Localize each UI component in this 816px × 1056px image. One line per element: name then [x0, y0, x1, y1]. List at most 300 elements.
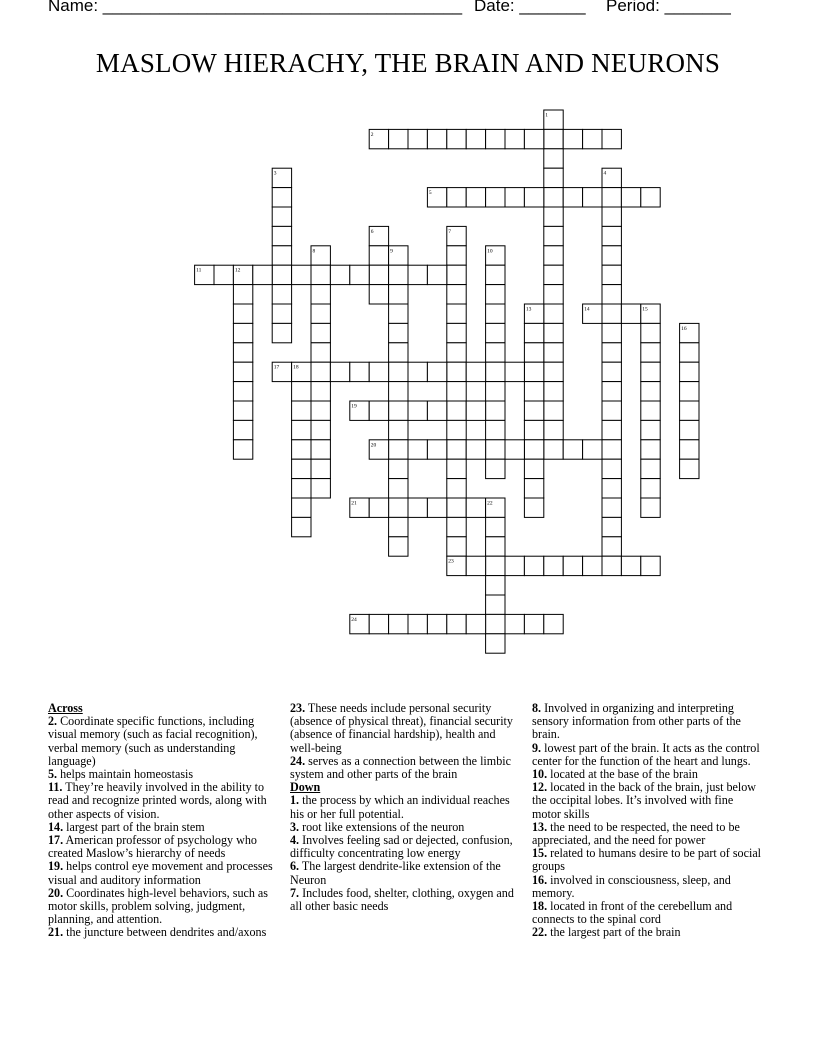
cell-number: 9: [390, 248, 393, 255]
grid-cell[interactable]: [544, 265, 563, 284]
grid-cell[interactable]: [369, 614, 388, 633]
across-heading: Across: [48, 701, 83, 715]
grid-cell[interactable]: [602, 382, 621, 401]
grid-cell[interactable]: [466, 498, 485, 517]
grid-cell[interactable]: [447, 498, 466, 517]
grid-cell[interactable]: [544, 207, 563, 226]
grid-cell[interactable]: [427, 440, 446, 459]
grid-cell[interactable]: [427, 129, 446, 148]
cell-number: 11: [196, 267, 202, 274]
grid-cell[interactable]: [292, 498, 311, 517]
grid-cell[interactable]: [427, 401, 446, 420]
grid-cell[interactable]: [466, 362, 485, 381]
clue-item: [532, 926, 762, 939]
grid-cell[interactable]: [427, 614, 446, 633]
grid-cell[interactable]: [311, 265, 330, 284]
grid-cell[interactable]: [272, 226, 291, 245]
grid-cell[interactable]: [486, 129, 505, 148]
grid-cell[interactable]: [427, 362, 446, 381]
grid-cell[interactable]: [447, 382, 466, 401]
clue-number: 23.: [290, 701, 306, 715]
grid-cell[interactable]: [447, 440, 466, 459]
grid-cell[interactable]: [389, 537, 408, 556]
clue-text: lowest part of the brain. It acts as the control center for the function of the heart and lungs.: [532, 740, 760, 768]
grid-cell[interactable]: [641, 401, 660, 420]
grid-cell[interactable]: [486, 265, 505, 284]
clue-text: root like extensions of the neuron: [299, 819, 465, 834]
clue-text: the need to be respected, the need to be appreciated, and the need for power: [532, 819, 740, 848]
grid-cell[interactable]: [389, 614, 408, 633]
grid-cell[interactable]: [524, 440, 543, 459]
grid-cell[interactable]: [486, 188, 505, 207]
grid-cell[interactable]: [583, 188, 602, 207]
grid-cell[interactable]: [641, 459, 660, 478]
grid-cell[interactable]: [233, 420, 252, 439]
grid-cell[interactable]: [641, 323, 660, 342]
grid-cell[interactable]: [680, 382, 699, 401]
grid-cell[interactable]: [447, 343, 466, 362]
cell-number: 1: [545, 112, 549, 119]
clue-number: 24.: [290, 753, 306, 768]
clue-item: [532, 847, 762, 873]
grid-cell[interactable]: [486, 556, 505, 575]
grid-cell[interactable]: [544, 382, 563, 401]
grid-cell[interactable]: [544, 556, 563, 575]
grid-cell[interactable]: [389, 517, 408, 536]
grid-cell[interactable]: [447, 537, 466, 556]
grid-cell[interactable]: [447, 129, 466, 148]
grid-cell[interactable]: [505, 440, 524, 459]
grid-cell[interactable]: [408, 129, 427, 148]
grid-cell[interactable]: [602, 343, 621, 362]
grid-cell[interactable]: [389, 362, 408, 381]
grid-cell[interactable]: [602, 537, 621, 556]
grid-cell[interactable]: [272, 188, 291, 207]
clue-number: 10.: [532, 767, 548, 782]
grid-cell[interactable]: [602, 226, 621, 245]
grid-cell[interactable]: [602, 129, 621, 148]
grid-cell[interactable]: [524, 362, 543, 381]
cell-number: 13: [525, 306, 532, 313]
grid-cell[interactable]: [466, 440, 485, 459]
grid-cell[interactable]: [524, 323, 543, 342]
grid-cell[interactable]: [272, 323, 291, 342]
grid-cell[interactable]: [311, 420, 330, 439]
grid-cell[interactable]: [389, 479, 408, 498]
grid-cell[interactable]: [602, 207, 621, 226]
grid-cell[interactable]: [524, 498, 543, 517]
grid-cell[interactable]: [486, 420, 505, 439]
grid-cell[interactable]: [486, 440, 505, 459]
grid-cell[interactable]: [272, 265, 291, 284]
grid-cell[interactable]: [524, 614, 543, 633]
grid-cell[interactable]: [233, 382, 252, 401]
cell-number: 22: [487, 500, 493, 507]
grid-cell[interactable]: [311, 479, 330, 498]
down-heading: Down: [290, 780, 321, 795]
grid-cell[interactable]: [408, 265, 427, 284]
grid-cell[interactable]: [563, 188, 582, 207]
clue-number: 18.: [532, 899, 548, 914]
grid-cell[interactable]: [544, 304, 563, 323]
grid-cell[interactable]: [214, 265, 233, 284]
grid-cell[interactable]: [466, 129, 485, 148]
grid-cell[interactable]: [641, 188, 660, 207]
grid-cell[interactable]: [602, 498, 621, 517]
grid-cell[interactable]: [408, 362, 427, 381]
clue-number: 1.: [290, 793, 300, 808]
grid-cell[interactable]: [447, 401, 466, 420]
grid-cell[interactable]: [350, 362, 369, 381]
grid-cell[interactable]: [233, 323, 252, 342]
grid-cell[interactable]: [583, 440, 602, 459]
clue-text: Coordinates high-level behaviors, such as motor skills, problem solving, judgment, planning, and attention.: [48, 885, 268, 927]
grid-cell[interactable]: [330, 265, 349, 284]
cell-number: 8: [312, 248, 316, 255]
grid-cell[interactable]: [680, 440, 699, 459]
grid-cell[interactable]: [505, 129, 524, 148]
grid-cell[interactable]: [621, 304, 640, 323]
grid-cell[interactable]: [311, 459, 330, 478]
grid-cell[interactable]: [389, 420, 408, 439]
grid-cell[interactable]: [602, 246, 621, 265]
clue-text: the process by which an individual reaches his or her full potential.: [290, 793, 510, 821]
grid-cell[interactable]: [447, 188, 466, 207]
clue-text: Coordinate specific functions, including visual memory (such as facial recognition), verbal memory (such as understanding language): [48, 714, 258, 768]
clue-number: 3.: [290, 819, 300, 834]
grid-cell[interactable]: [389, 285, 408, 304]
grid-cell[interactable]: [369, 362, 388, 381]
cell-number: 7: [448, 228, 452, 235]
cell-number: 19: [351, 403, 357, 410]
grid-cell[interactable]: [602, 401, 621, 420]
clue-text: involved in consciousness, sleep, and memory.: [532, 872, 731, 900]
clue-number: 20.: [48, 885, 64, 900]
clue-text: American professor of psychology who created Maslow’s hierarchy of needs: [48, 833, 257, 861]
grid-cell[interactable]: [505, 362, 524, 381]
grid-cell[interactable]: [427, 265, 446, 284]
grid-cell[interactable]: [544, 440, 563, 459]
clue-number: 17.: [48, 833, 64, 848]
grid-cell[interactable]: [233, 440, 252, 459]
grid-cell[interactable]: [486, 576, 505, 595]
grid-cell[interactable]: [621, 188, 640, 207]
clue-item: [290, 755, 520, 781]
grid-cell[interactable]: [447, 479, 466, 498]
clue-item: [48, 887, 278, 927]
grid-cell[interactable]: [447, 304, 466, 323]
grid-cell[interactable]: [641, 343, 660, 362]
clue-number: 13.: [532, 819, 548, 834]
grid-cell[interactable]: [408, 614, 427, 633]
grid-cell[interactable]: [544, 149, 563, 168]
grid-cell[interactable]: [524, 420, 543, 439]
cell-number: 23: [448, 558, 454, 565]
grid-cell[interactable]: [369, 285, 388, 304]
grid-cell[interactable]: [369, 265, 388, 284]
date-field[interactable]: Date: _______: [474, 0, 586, 15]
clue-number: 4.: [290, 833, 300, 848]
grid-cell[interactable]: [505, 188, 524, 207]
grid-cell[interactable]: [524, 382, 543, 401]
grid-cell[interactable]: [602, 265, 621, 284]
grid-cell[interactable]: [621, 556, 640, 575]
grid-cell[interactable]: [447, 517, 466, 536]
grid-cell[interactable]: [389, 459, 408, 478]
cell-number: 21: [351, 500, 357, 507]
clue-text: the juncture between dendrites and/axons: [63, 925, 267, 940]
grid-cell[interactable]: [292, 479, 311, 498]
grid-cell[interactable]: [389, 498, 408, 517]
clue-number: 7.: [290, 885, 300, 900]
grid-cell[interactable]: [544, 226, 563, 245]
cell-number: 17: [273, 364, 280, 371]
grid-cell[interactable]: [389, 323, 408, 342]
grid-cell[interactable]: [563, 556, 582, 575]
clue-number: 14.: [48, 819, 64, 834]
grid-cell[interactable]: [369, 498, 388, 517]
clue-item: [532, 821, 762, 847]
grid-cell[interactable]: [272, 207, 291, 226]
grid-cell[interactable]: [447, 285, 466, 304]
grid-cell[interactable]: [602, 420, 621, 439]
grid-cell[interactable]: [233, 362, 252, 381]
grid-cell[interactable]: [563, 440, 582, 459]
grid-cell[interactable]: [233, 401, 252, 420]
grid-cell[interactable]: [389, 440, 408, 459]
cell-number: 18: [293, 364, 299, 371]
grid-cell[interactable]: [544, 420, 563, 439]
cell-number: 24: [351, 616, 357, 623]
grid-cell[interactable]: [680, 401, 699, 420]
grid-cell[interactable]: [602, 304, 621, 323]
grid-cell[interactable]: [641, 420, 660, 439]
grid-cell[interactable]: [524, 479, 543, 498]
grid-cell[interactable]: [272, 246, 291, 265]
grid-cell[interactable]: [311, 382, 330, 401]
grid-cell[interactable]: [447, 323, 466, 342]
grid-cell[interactable]: [486, 595, 505, 614]
grid-cell[interactable]: [641, 498, 660, 517]
cell-number: 6: [370, 228, 374, 235]
clue-number: 21.: [48, 925, 64, 940]
cell-number: 3: [273, 170, 277, 177]
grid-cell[interactable]: [544, 168, 563, 187]
grid-cell[interactable]: [292, 265, 311, 284]
grid-cell[interactable]: [544, 285, 563, 304]
grid-cell[interactable]: [524, 129, 543, 148]
grid-cell[interactable]: [272, 304, 291, 323]
grid-cell[interactable]: [524, 556, 543, 575]
clue-number: 16.: [532, 872, 548, 887]
clue-text: Includes food, shelter, clothing, oxygen and all other basic needs: [290, 885, 514, 914]
grid-cell[interactable]: [544, 188, 563, 207]
clue-text: related to humans desire to be part of social groups: [532, 846, 762, 874]
grid-cell[interactable]: [602, 440, 621, 459]
clue-number: 5.: [48, 767, 58, 782]
grid-cell[interactable]: [447, 420, 466, 439]
grid-cell[interactable]: [602, 517, 621, 536]
clue-item: [48, 781, 278, 821]
grid-cell[interactable]: [389, 265, 408, 284]
down-clue-list: [290, 794, 520, 913]
grid-cell[interactable]: [680, 420, 699, 439]
grid-cell[interactable]: [311, 362, 330, 381]
grid-cell[interactable]: [544, 246, 563, 265]
grid-cell[interactable]: [389, 304, 408, 323]
clue-number: 9.: [532, 740, 542, 755]
grid-cell[interactable]: [486, 537, 505, 556]
period-field[interactable]: Period: _______: [606, 0, 731, 15]
grid-cell[interactable]: [486, 634, 505, 653]
clue-number: 12.: [532, 780, 548, 795]
grid-cell[interactable]: [524, 188, 543, 207]
grid-cell[interactable]: [292, 401, 311, 420]
grid-cell[interactable]: [544, 323, 563, 342]
grid-cell[interactable]: [602, 459, 621, 478]
grid-cell[interactable]: [447, 459, 466, 478]
grid-cell[interactable]: [408, 440, 427, 459]
clue-number: 22.: [532, 925, 548, 940]
grid-cell[interactable]: [292, 459, 311, 478]
grid-cell[interactable]: [311, 401, 330, 420]
grid-cell[interactable]: [486, 382, 505, 401]
grid-cell[interactable]: [505, 556, 524, 575]
clue-number: 2.: [48, 714, 58, 729]
cell-number: 4: [603, 170, 607, 177]
cell-number: 5: [428, 190, 432, 197]
grid-cell[interactable]: [583, 556, 602, 575]
grid-cell[interactable]: [292, 440, 311, 459]
grid-cell[interactable]: [680, 362, 699, 381]
clue-item: [290, 794, 520, 820]
grid-cell[interactable]: [641, 362, 660, 381]
cell-number: 15: [642, 306, 648, 313]
grid-cell[interactable]: [486, 343, 505, 362]
grid-cell[interactable]: [466, 401, 485, 420]
grid-cell[interactable]: [311, 323, 330, 342]
grid-cell[interactable]: [602, 556, 621, 575]
grid-cell[interactable]: [233, 285, 252, 304]
grid-cell[interactable]: [486, 517, 505, 536]
cell-number: 12: [234, 267, 241, 274]
grid-cell[interactable]: [311, 285, 330, 304]
grid-cell[interactable]: [602, 188, 621, 207]
grid-cell[interactable]: [466, 556, 485, 575]
clue-text: They’re heavily involved in the ability to read and recognize printed words, along with other aspects of vision.: [48, 780, 267, 821]
clue-column-3: [532, 702, 762, 940]
grid-cell[interactable]: [680, 343, 699, 362]
grid-cell[interactable]: [466, 614, 485, 633]
grid-cell[interactable]: [524, 459, 543, 478]
grid-cell[interactable]: [389, 401, 408, 420]
grid-cell[interactable]: [602, 285, 621, 304]
grid-cell[interactable]: [233, 304, 252, 323]
grid-cell[interactable]: [544, 129, 563, 148]
grid-cell[interactable]: [486, 401, 505, 420]
grid-cell[interactable]: [563, 129, 582, 148]
grid-cell[interactable]: [408, 498, 427, 517]
grid-cell[interactable]: [486, 459, 505, 478]
grid-cell[interactable]: [292, 517, 311, 536]
grid-cell[interactable]: [466, 188, 485, 207]
grid-cell[interactable]: [369, 401, 388, 420]
clue-text: Involves feeling sad or dejected, confusion, difficulty concentrating low energy: [290, 833, 513, 861]
grid-cell[interactable]: [486, 614, 505, 633]
grid-cell[interactable]: [583, 129, 602, 148]
grid-cell[interactable]: [389, 343, 408, 362]
grid-cell[interactable]: [427, 498, 446, 517]
grid-cell[interactable]: [544, 362, 563, 381]
clue-item: [532, 781, 762, 821]
grid-cell[interactable]: [292, 382, 311, 401]
clue-item: [532, 874, 762, 900]
grid-cell[interactable]: [641, 556, 660, 575]
grid-cell[interactable]: [544, 401, 563, 420]
cell-number: 16: [681, 325, 687, 332]
clue-text: located at the base of the brain: [547, 767, 698, 782]
grid-cell[interactable]: [272, 285, 291, 304]
grid-cell[interactable]: [311, 440, 330, 459]
clue-number: 8.: [532, 701, 542, 715]
cell-number: 14: [584, 306, 590, 313]
grid-cell[interactable]: [408, 401, 427, 420]
grid-cell[interactable]: [641, 479, 660, 498]
cell-number: 10: [487, 248, 493, 255]
clue-column-2: [290, 702, 520, 913]
grid-cell[interactable]: [505, 614, 524, 633]
grid-cell[interactable]: [389, 382, 408, 401]
across-clue-list: [48, 715, 278, 939]
grid-cell[interactable]: [369, 246, 388, 265]
grid-cell[interactable]: [311, 304, 330, 323]
grid-cell[interactable]: [641, 440, 660, 459]
grid-cell[interactable]: [486, 304, 505, 323]
grid-cell[interactable]: [486, 323, 505, 342]
clue-text: helps maintain homeostasis: [57, 767, 194, 782]
grid-cell[interactable]: [486, 362, 505, 381]
clue-item: [532, 702, 762, 742]
grid-cell[interactable]: [602, 323, 621, 342]
grid-cell[interactable]: [447, 362, 466, 381]
grid-cell[interactable]: [486, 285, 505, 304]
grid-cell[interactable]: [253, 265, 272, 284]
grid-cell[interactable]: [447, 246, 466, 265]
grid-cell[interactable]: [641, 382, 660, 401]
grid-cell[interactable]: [350, 265, 369, 284]
clue-item: [532, 742, 762, 768]
name-field[interactable]: Name: ______________________________________: [48, 0, 463, 15]
grid-cell[interactable]: [602, 362, 621, 381]
grid-cell[interactable]: [524, 401, 543, 420]
clue-item: [532, 900, 762, 926]
grid-cell[interactable]: [447, 265, 466, 284]
grid-cell[interactable]: [602, 479, 621, 498]
grid-cell[interactable]: [544, 343, 563, 362]
grid-cell[interactable]: [544, 614, 563, 633]
grid-cell[interactable]: [680, 459, 699, 478]
clue-item: [48, 715, 278, 768]
grid-cell[interactable]: [311, 343, 330, 362]
clue-item: [48, 926, 278, 939]
grid-cell[interactable]: [292, 420, 311, 439]
grid-cell[interactable]: [233, 343, 252, 362]
grid-cell[interactable]: [524, 343, 543, 362]
grid-cell[interactable]: [330, 362, 349, 381]
grid-cell[interactable]: [447, 614, 466, 633]
clue-item: [48, 834, 278, 860]
grid-cell[interactable]: [389, 129, 408, 148]
